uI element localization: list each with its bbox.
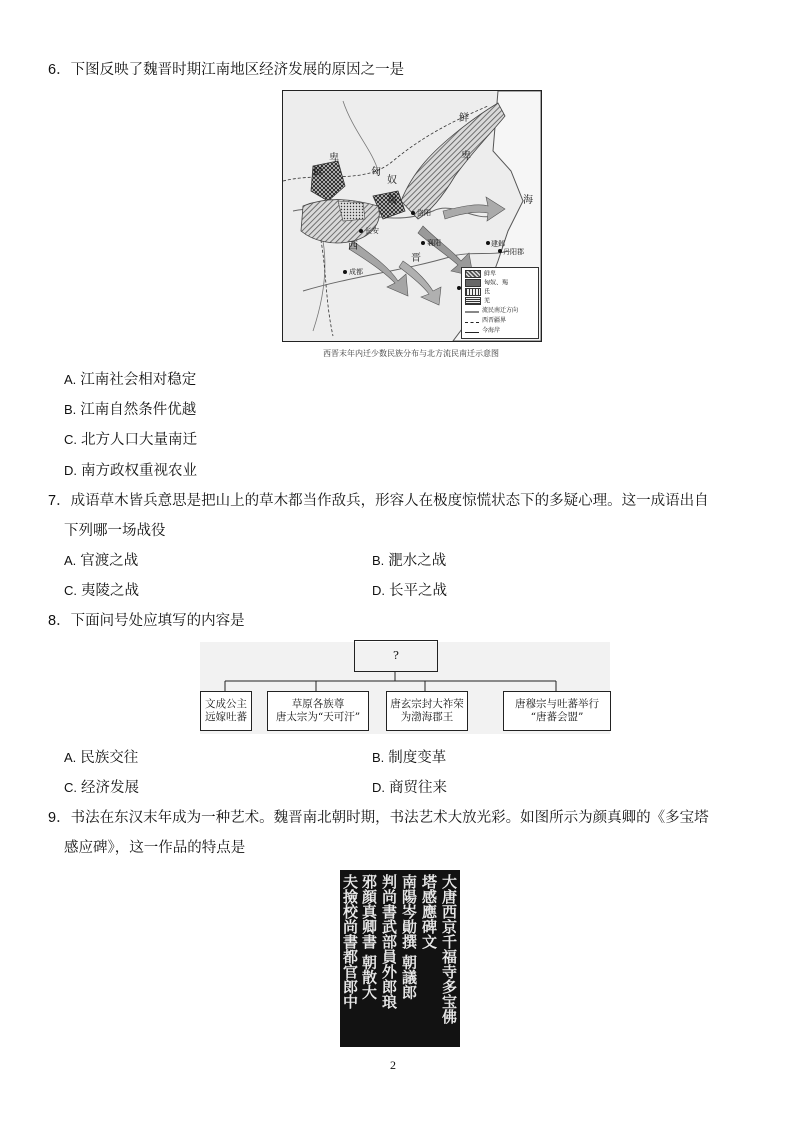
map-label-bei-2: 卑: [329, 153, 339, 164]
map-label-xian-2: 鲜: [313, 167, 323, 178]
map-label-chengdu: 成都: [349, 268, 363, 276]
calligraphy-column-2: 塔感應碑文: [420, 874, 438, 949]
question-7-stem: 7．成语草木皆兵意思是把山上的草木都当作敌兵，形容人在极度惊慌状态下的多疑心理。这一成语出自: [48, 493, 709, 509]
question-number: 7．: [48, 493, 71, 509]
map-label-xian: 鲜: [459, 113, 469, 124]
question-8-stem: 8．下面问号处应填写的内容是: [48, 613, 245, 629]
diagram-box-3: 唐玄宗封大祚荣 为渤海郡王: [386, 691, 468, 731]
diagram-box-1: 文成公主 远嫁吐蕃: [200, 691, 252, 731]
map-label-luoyang: 洛阳: [417, 209, 431, 217]
calligraphy-column-4: 判尚書武部員外郎琅: [380, 874, 398, 1009]
map-label-bei: 卑: [461, 151, 471, 162]
calligraphy-column-1: 大唐西京千福寺多宝佛: [440, 874, 458, 1024]
question-9-stem-cont: 感应碑》，这一作品的特点是: [64, 840, 246, 856]
map-label-xi: 西: [348, 241, 358, 252]
map-label-changan: 长安: [365, 227, 379, 235]
map-label-xiong: 匈: [371, 167, 381, 178]
question-number: 8．: [48, 613, 71, 629]
diagram-box-4: 唐穆宗与吐蕃举行 “唐蕃会盟”: [503, 691, 611, 731]
question-6-stem: 6．下图反映了魏晋时期江南地区经济发展的原因之一是: [48, 62, 405, 78]
calligraphy-column-6: 夫撿校尚書都官郎中: [341, 874, 359, 1009]
question-number: 6．: [48, 62, 71, 78]
map-caption: 西晋末年内迁少数民族分布与北方流民南迁示意图: [323, 349, 499, 358]
q7-option-a[interactable]: A. 官渡之战: [64, 553, 139, 569]
calligraphy-column-5: 邪顔真卿書 朝散大: [360, 874, 378, 1000]
question-7-stem-cont: 下列哪一场战役: [64, 523, 166, 539]
map-label-jin: 晋: [411, 253, 421, 264]
q8-option-c[interactable]: C. 经济发展: [64, 780, 139, 796]
q6-option-b[interactable]: B. 江南自然条件优越: [64, 402, 197, 418]
calligraphy-column-3: 南陽岑勛撰 朝議郎: [400, 874, 418, 1000]
diagram-box-2: 草原各族尊 唐太宗为“天可汗”: [267, 691, 369, 731]
page-number: 2: [390, 1058, 396, 1072]
q8-option-a[interactable]: A. 民族交往: [64, 750, 139, 766]
q7-option-d[interactable]: D. 长平之战: [372, 583, 447, 599]
q6-option-d[interactable]: D. 南方政权重视农业: [64, 463, 197, 479]
q8-option-d[interactable]: D. 商贸往来: [372, 780, 447, 796]
q8-option-b[interactable]: B. 制度变革: [372, 750, 447, 766]
q7-option-c[interactable]: C. 夷陵之战: [64, 583, 139, 599]
map-label-jie: 羯: [387, 195, 397, 206]
map-label-hai: 海: [523, 195, 533, 206]
map-legend: 鲜卑 匈奴、羯 氐 羌 流民南迁方向 西晋疆界 今海岸: [461, 267, 539, 339]
map-label-nu: 奴: [387, 175, 397, 186]
map-label-xiangyang: 襄阳: [427, 239, 441, 247]
calligraphy-rubbing: [340, 870, 460, 1047]
question-9-stem: 9．书法在东汉末年成为一种艺术。魏晋南北朝时期，书法艺术大放光彩。如图所示为颜真卿的《多宝塔: [48, 810, 709, 826]
question-number: 9．: [48, 810, 71, 826]
map-label-jianye: 建邺: [491, 240, 505, 248]
q6-option-c[interactable]: C. 北方人口大量南迁: [64, 432, 197, 448]
q7-option-b[interactable]: B. 淝水之战: [372, 553, 447, 569]
q6-option-a[interactable]: A. 江南社会相对稳定: [64, 372, 197, 388]
map-label-danyang: 丹阳郡: [503, 248, 524, 256]
diagram-question-box: ?: [354, 640, 438, 672]
